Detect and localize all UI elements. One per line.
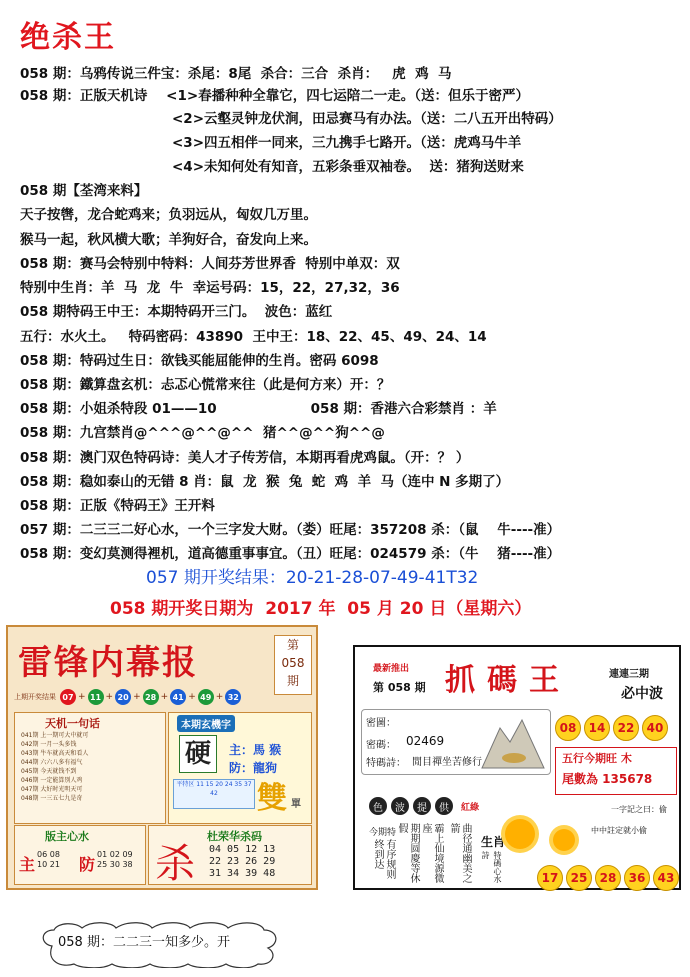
sha-char: 杀 <box>155 841 195 887</box>
top-balls <box>555 715 668 741</box>
band-badge: 供 <box>435 797 453 815</box>
number-ball: 14 <box>584 715 610 741</box>
tianji-line: 044期 六六八多有福气 <box>21 759 83 766</box>
number-ball: 28 <box>595 865 621 891</box>
prediction-line: 058 期：九宫禁肖@^^^@^^@^^ 猪^^@^^狗^^@ <box>20 425 385 441</box>
sha-grid: 04 05 12 13 22 23 26 29 31 34 39 48 <box>209 844 276 879</box>
vtext-4: 曲径通幽美之箭 <box>448 823 471 883</box>
xuanji-label: 本期玄機字 <box>177 715 235 732</box>
prediction-line: 058 期：澳门双色特码诗：美人才子传芳信，本期再看虎鸡鼠。（开：？ ） <box>20 450 470 466</box>
sha-title: 杜荣华杀码 <box>207 830 262 843</box>
prediction-line: 058 期：乌鸦传说三件宝：杀尾：8尾 杀合：三合 杀肖： 虎 鸡 马 <box>20 66 452 82</box>
xuanji-char: 硬 <box>179 735 217 773</box>
number-ball: 25 <box>566 865 592 891</box>
secret-code-key: 密碼： <box>366 740 396 751</box>
pingte-box: 平特区 11 15 20 24 35 37 42 <box>173 779 255 809</box>
secret-code: 02469 <box>406 734 445 748</box>
prediction-line: 058 期：变幻莫测得裡机，道高德重事事宜。（丑）旺尾：024579 杀：（牛 猪----准） <box>20 546 561 562</box>
yizi-line: 一字記之曰：偷 <box>611 805 667 814</box>
sun-icon <box>505 819 535 849</box>
plus-sign: + <box>188 692 196 702</box>
plus-sign: + <box>78 692 86 702</box>
prediction-line: 特别中生肖：羊 马 龙 牛 幸运号码：15，22，27,32，36 <box>20 280 400 296</box>
weishu-line: 尾數為 135678 <box>562 772 653 786</box>
band-badge: 波 <box>391 797 409 815</box>
tianji-line: 045期 今天就钱不到 <box>21 768 77 775</box>
tianji-lines <box>15 731 165 803</box>
tema-xin-label: 特碼心水詩 <box>481 851 502 883</box>
number-ball: 41 <box>170 689 186 705</box>
prediction-line: <4>未知何处有知音，五彩条垂双袖卷。 送：猪狗送财来 <box>172 159 524 175</box>
issue-top: 第 <box>286 638 299 652</box>
banzhu-fang: 防 <box>79 855 96 874</box>
tianji-box <box>14 712 166 824</box>
number-ball: 22 <box>613 715 639 741</box>
tianji-line: 043期 牛车就高天和看人 <box>21 750 89 757</box>
leifeng-panel <box>6 625 318 890</box>
banzhu-zhu: 主 <box>19 855 36 874</box>
number-ball: 43 <box>653 865 679 891</box>
prediction-line: 058 期：赛马会特别中特料：人间芬芳世界香 特别中单双：双 <box>20 256 400 272</box>
xuanji-zhu: 主：馬 猴 <box>229 743 282 757</box>
shengxiao-label: 生肖 <box>481 835 506 849</box>
prediction-line: 058 期特码王中王：本期特码开三门。 波色：蓝红 <box>20 304 333 320</box>
previous-result <box>146 563 478 588</box>
issue-number: 058 <box>281 656 305 670</box>
wuxing-line: 五行今期旺 木 <box>562 752 632 765</box>
tianji-line: 048期 一三五七九是奇 <box>21 795 83 802</box>
band-row <box>369 797 479 815</box>
number-ball: 20 <box>115 689 131 705</box>
tianji-line: 047期 大好时光明天可 <box>21 786 83 793</box>
prediction-line: 058 期：正版《特码王》王开料 <box>20 498 215 514</box>
secret-box <box>361 709 551 775</box>
wuxing-box <box>555 747 677 795</box>
number-ball: 49 <box>198 689 214 705</box>
plus-sign: + <box>105 692 114 702</box>
band-badge: 色 <box>369 797 387 815</box>
zhuama-panel <box>353 645 681 890</box>
prediction-line: 058 期：特码过生日：欲钱买能屈能伸的生肖。密码 6098 <box>20 353 379 369</box>
result-numbers: 20-21-28-07-49-41T32 <box>285 568 479 588</box>
number-ball: 36 <box>624 865 650 891</box>
xuanji-fang: 防：龍狗 <box>229 761 278 775</box>
prediction-line: <2>云壑灵钟龙伏涧，田忌赛马有办法。（送：二八五开出特码） <box>172 111 562 127</box>
sha-box <box>148 825 312 885</box>
band-color: 紅綠 <box>461 802 480 813</box>
plus-sign: + <box>215 692 224 702</box>
prediction-line: 058 期：稳如泰山的无错 8 肖：鼠 龙 猴 兔 蛇 鸡 羊 马（连中 N 多期了） <box>20 474 510 490</box>
number-ball: 40 <box>642 715 668 741</box>
band-badge: 提 <box>413 797 431 815</box>
page-title: 绝杀王 <box>20 20 116 55</box>
bizhong-label: 必中波 <box>621 686 663 702</box>
prediction-line: 天子按辔，龙合蛇鸡来；负羽远从，匈奴几万里。 <box>20 207 317 223</box>
previous-label: 上期开奖结果 <box>14 693 56 701</box>
panel-header <box>14 633 276 681</box>
banzhu-zhu-nums: 06 08 10 21 <box>37 850 60 869</box>
combo-label: 連連三期 <box>609 669 649 680</box>
prediction-line: 057 期：二三三二好心水，一个三字发大财。（娄）旺尾：357208 杀：（鼠 牛----准） <box>20 522 561 538</box>
plus-sign: + <box>133 692 141 702</box>
prediction-line: 猴马一起，秋风横大歌；羊狗好合，奋发向上来。 <box>20 232 317 248</box>
tianji-line: 046期 一定能算别人鸡 <box>21 777 83 784</box>
previous-balls <box>14 687 312 707</box>
zhuama-title: 抓碼王 <box>445 663 571 698</box>
bottom-balls <box>537 865 679 891</box>
result-label: 057 期开奖结果： <box>146 568 286 588</box>
banzhu-title: 版主心水 <box>45 830 89 843</box>
plus-sign: + <box>160 692 169 702</box>
issue-bottom: 期 <box>286 674 299 688</box>
prediction-line: 058 期：鐵算盘玄机：忐忑心慌常来往（此是何方来）开：？ <box>20 377 391 393</box>
dan-char: 單 <box>291 799 301 810</box>
panel-title: 雷锋内幕报 <box>18 643 198 683</box>
number-ball: 17 <box>537 865 563 891</box>
prediction-line: 五行：水火土。 特码密码：43890 王中王：18、22、45、49、24、14 <box>20 329 487 345</box>
draw-date: 058 期开奖日期为 2017 年 05 月 20 日（星期六） <box>110 599 532 619</box>
prediction-line: 058 期【荃湾来料】 <box>20 183 148 199</box>
mountain-image <box>480 716 546 770</box>
number-ball: 32 <box>225 689 241 705</box>
prediction-line: 058 期：小姐杀特段 01——10 058 期：香港六合彩禁肖 ：羊 <box>20 401 497 417</box>
vtext-1: 有序规则终到达 <box>372 839 395 879</box>
banzhu-fang-nums: 01 02 09 25 30 38 <box>97 850 133 869</box>
zhuama-issue: 第 058 期 <box>373 681 426 694</box>
secret-key: 密圖： <box>366 718 396 729</box>
number-ball: 07 <box>60 689 76 705</box>
new-tag: 最新推出 <box>373 664 410 674</box>
prediction-line: 058 期：正版天机诗 <1>春播种种全靠它，四七运陪二一走。（送：但乐于密严） <box>20 88 529 104</box>
prediction-line: <3>四五相伴一同来，三九携手七路开。（送：虎鸡马牛羊 <box>172 135 522 151</box>
zhongzhong-line: 中中註定就小偷 <box>591 826 647 835</box>
vtext-2: 期期圆慶等休假 <box>396 823 419 883</box>
banzhu-box <box>14 825 146 885</box>
tianji-title: 天机一句话 <box>45 717 100 730</box>
tema-key: 特碼詩： <box>366 758 406 769</box>
xuanji-box <box>168 712 312 824</box>
tianji-line: 042期 一月一头多钱 <box>21 741 77 748</box>
number-ball: 11 <box>88 689 104 705</box>
jinqi-label: 今期特 <box>369 828 397 838</box>
tianji-line: 041期 上一期可大中就可 <box>21 732 89 739</box>
number-ball: 28 <box>143 689 159 705</box>
issue-box <box>274 635 312 695</box>
vtext-3: 霸上仙境源微座 <box>420 823 443 883</box>
sun-icon <box>553 829 575 851</box>
shuang-char: 雙 <box>257 781 287 816</box>
tema-value: 閒目禪坐苦修行 <box>412 757 482 768</box>
footer-text: 058 期：二二三一知多少。开 <box>58 935 230 950</box>
number-ball: 08 <box>555 715 581 741</box>
